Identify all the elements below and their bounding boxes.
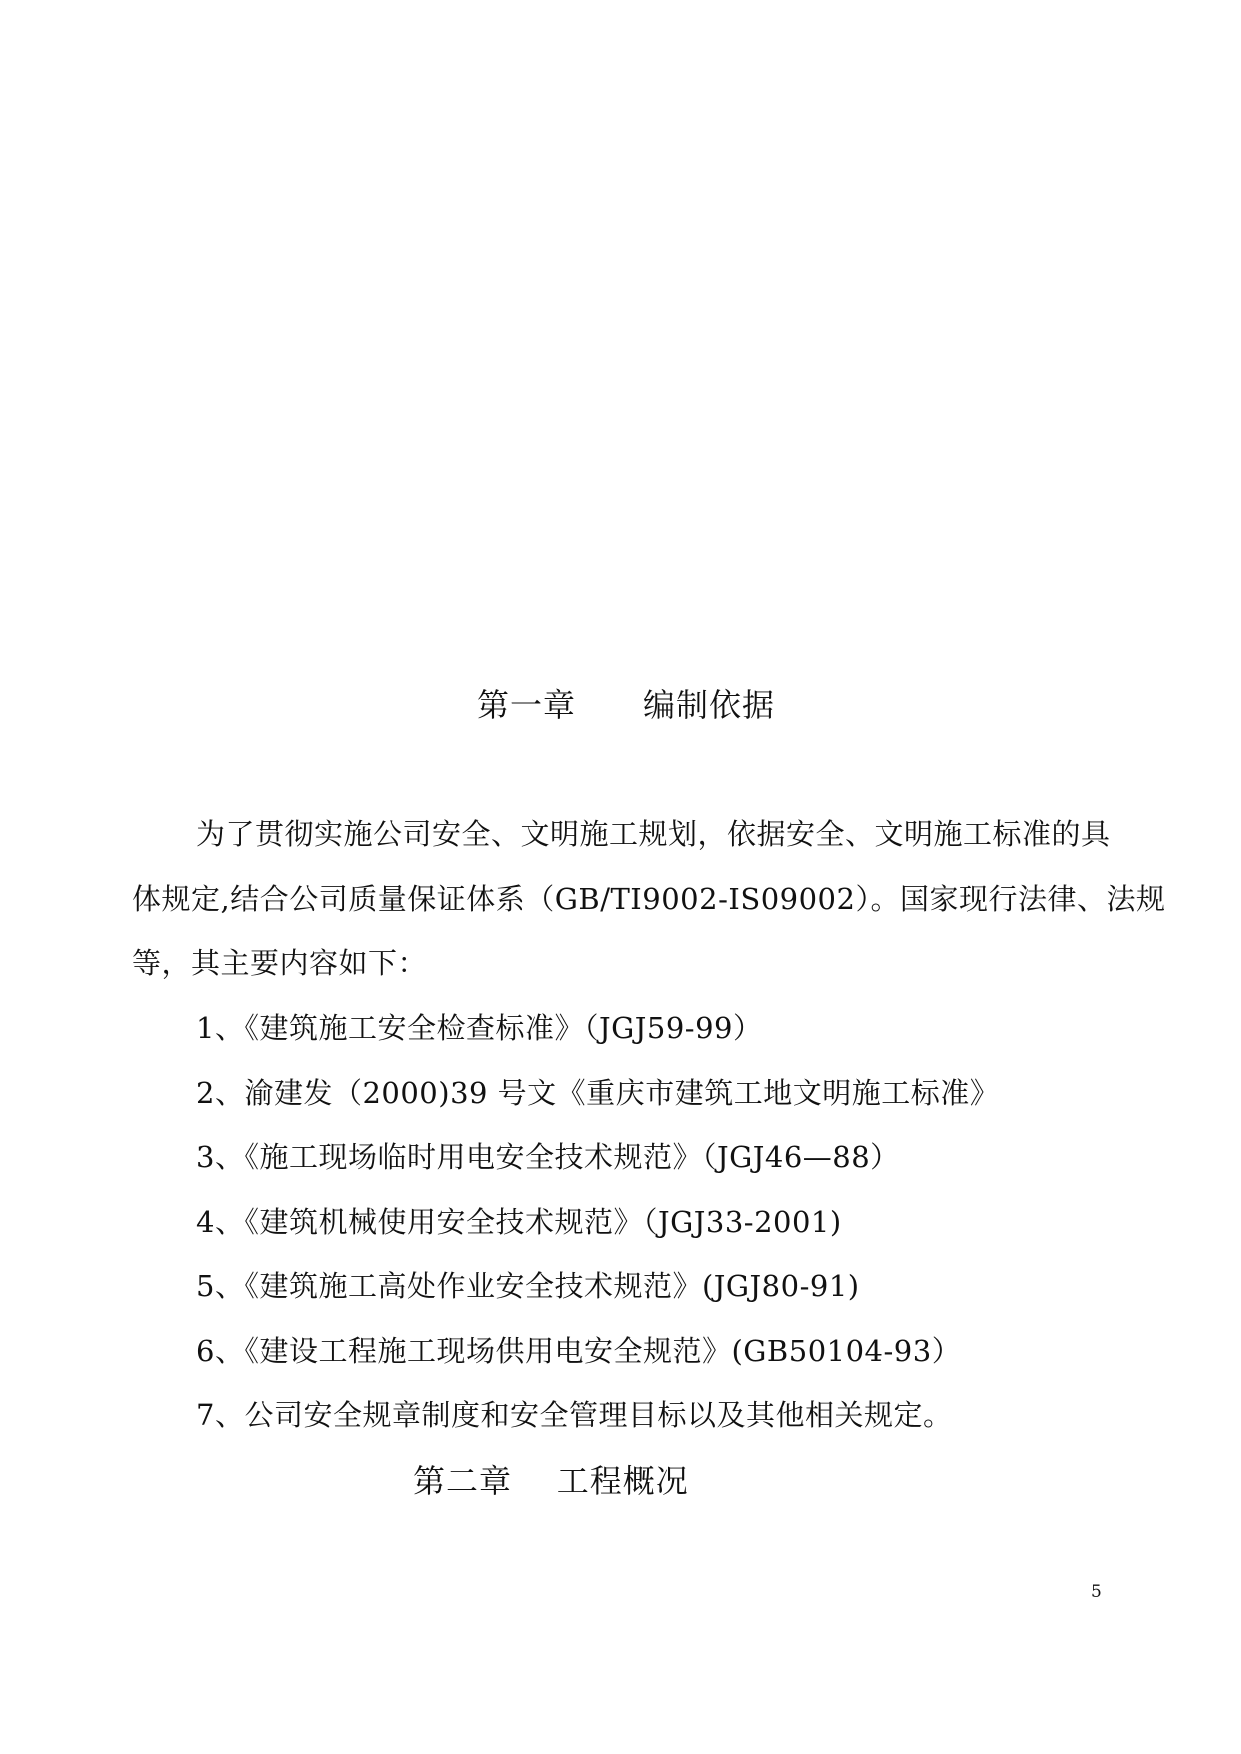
chapter-1-title: 第一章 编制依据 bbox=[477, 686, 776, 724]
chapter-2-title: 第二章 工程概况 bbox=[413, 1462, 689, 1500]
list-item: 2、渝建发（2000)39 号文《重庆市建筑工地文明施工标准》 bbox=[196, 1076, 1000, 1110]
intro-paragraph-line-3: 等，其主要内容如下： bbox=[132, 946, 428, 980]
list-item: 3、《施工现场临时用电安全技术规范》（JGJ46—88） bbox=[196, 1140, 900, 1174]
list-item: 6、《建设工程施工现场供用电安全规范》(GB50104-93） bbox=[196, 1334, 962, 1368]
list-item: 1、《建筑施工安全检查标准》（JGJ59-99） bbox=[196, 1011, 763, 1045]
list-item: 5、《建筑施工高处作业安全技术规范》(JGJ80-91) bbox=[196, 1269, 860, 1303]
list-item: 7、公司安全规章制度和安全管理目标以及其他相关规定。 bbox=[196, 1398, 953, 1432]
page-number: 5 bbox=[1091, 1582, 1102, 1602]
intro-paragraph-line-2: 体规定,结合公司质量保证体系（GB/TI9002-IS09002）。国家现行法律、法规 bbox=[132, 882, 1166, 916]
list-item: 4、《建筑机械使用安全技术规范》（JGJ33-2001) bbox=[196, 1205, 842, 1239]
intro-paragraph-line-1: 为了贯彻实施公司安全、文明施工规划，依据安全、文明施工标准的具 bbox=[196, 817, 1111, 851]
